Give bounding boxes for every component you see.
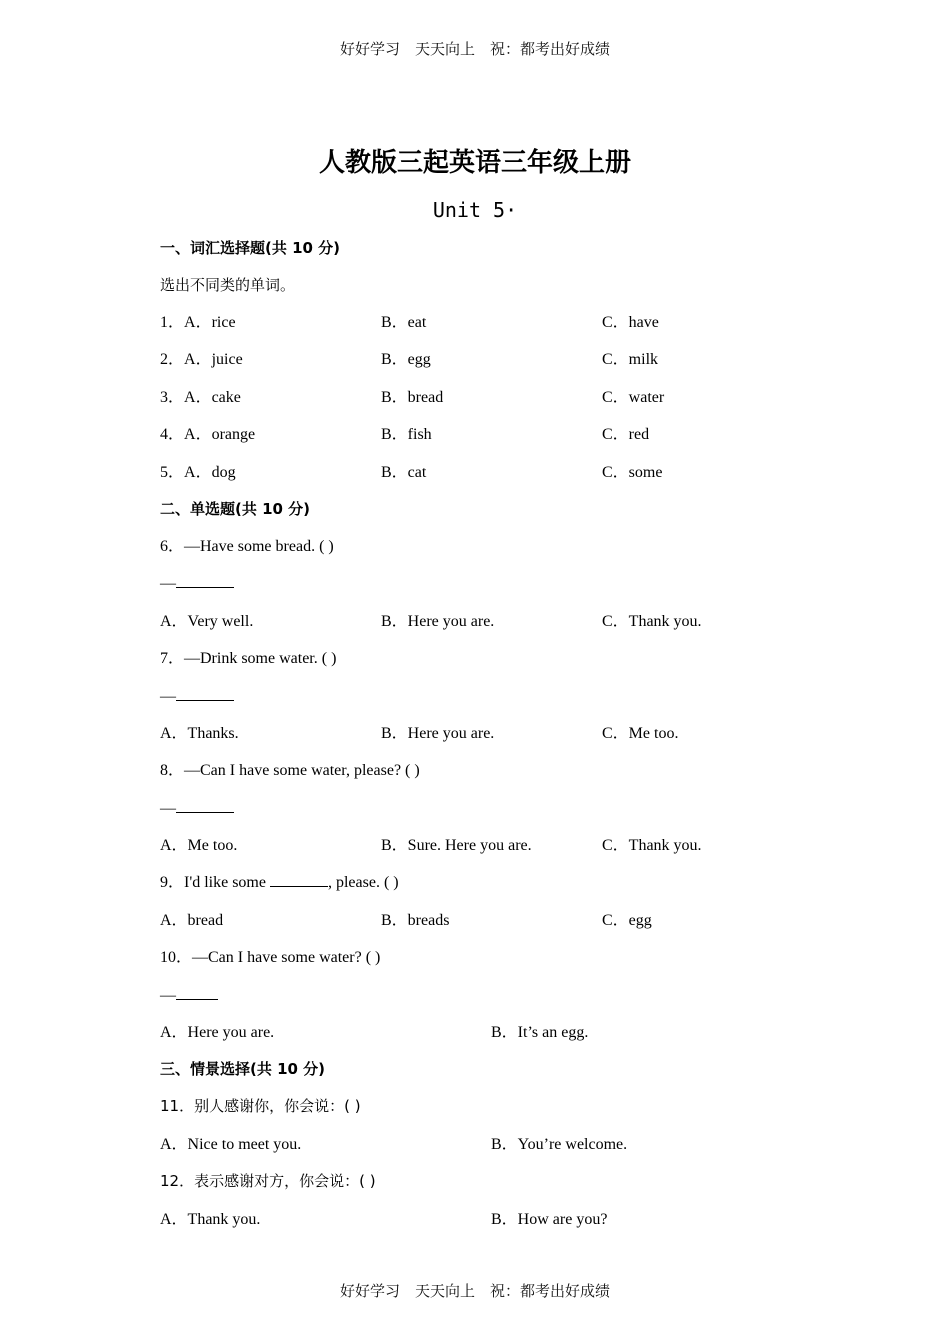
question-9-option-b: B．breads bbox=[381, 911, 450, 929]
page-footer: 好好学习 天天向上 祝：都考出好成绩 bbox=[339, 1282, 610, 1300]
question-4 bbox=[160, 422, 800, 447]
question-9-option-a: A．bread bbox=[160, 911, 224, 929]
question-11-option-a: A．Nice to meet you. bbox=[160, 1135, 302, 1153]
question-2-option-c: C．milk bbox=[602, 351, 659, 369]
question-5-option-c: C．some bbox=[602, 463, 663, 481]
question-8-option-b: B．Sure. Here you are. bbox=[381, 837, 532, 855]
question-10-option-b: B．It’s an egg. bbox=[491, 1024, 589, 1042]
section-title-single-choice: 二、单选题(共 10 分) bbox=[160, 499, 311, 518]
question-3 bbox=[160, 385, 800, 410]
blank-line bbox=[176, 985, 218, 1000]
question-6-option-a: A．Very well. bbox=[160, 612, 254, 630]
question-2 bbox=[160, 347, 800, 372]
page-header: 好好学习 天天向上 祝：都考出好成绩 bbox=[339, 40, 610, 58]
question-8-answer-line: — bbox=[160, 796, 800, 821]
blank-line bbox=[176, 573, 234, 588]
question-9-option-c: C．egg bbox=[602, 911, 652, 929]
question-12-stem: 12．表示感谢对方，你会说：( ) bbox=[160, 1172, 376, 1191]
question-8-stem: 8．—Can I have some water, please? ( ) bbox=[160, 762, 420, 780]
question-6-option-b: B．Here you are. bbox=[381, 612, 495, 630]
question-1-option-b: B．eat bbox=[381, 314, 427, 331]
question-8-options bbox=[160, 833, 800, 858]
question-11-option-b: B．You’re welcome. bbox=[491, 1135, 628, 1153]
blank-line bbox=[176, 686, 234, 701]
question-1-option-a: 1．A．rice bbox=[160, 314, 236, 331]
question-7-option-c: C．Me too. bbox=[602, 724, 679, 742]
question-5-option-a: 5．A．dog bbox=[160, 463, 236, 481]
question-7-answer-line: — bbox=[160, 684, 800, 709]
question-6-options bbox=[160, 609, 800, 634]
question-1 bbox=[160, 310, 800, 335]
question-11-options bbox=[160, 1132, 800, 1157]
document-title: 人教版三起英语三年级上册 bbox=[318, 148, 631, 178]
question-3-option-b: B．bread bbox=[381, 388, 444, 406]
blank-line bbox=[270, 872, 328, 887]
worksheet-content bbox=[160, 236, 800, 1244]
question-12-option-b: B．How are you? bbox=[491, 1210, 608, 1228]
question-7-options bbox=[160, 721, 800, 746]
question-5-option-b: B．cat bbox=[381, 463, 427, 481]
question-9-stem: 9．I'd like some , please. ( ) bbox=[160, 874, 399, 892]
section-title-vocabulary: 一、词汇选择题(共 10 分) bbox=[160, 239, 341, 257]
question-7-stem: 7．—Drink some water. ( ) bbox=[160, 650, 337, 668]
blank-line bbox=[176, 798, 234, 813]
question-11-stem: 11．别人感谢你，你会说：( ) bbox=[160, 1097, 361, 1116]
question-3-option-a: 3．A．cake bbox=[160, 388, 241, 406]
question-4-option-b: B．fish bbox=[381, 426, 432, 444]
question-6-answer-line: — bbox=[160, 571, 800, 596]
document-subtitle: Unit 5· bbox=[432, 198, 518, 222]
question-10-answer-line: — bbox=[160, 983, 800, 1008]
section-instruction: 选出不同类的单词。 bbox=[160, 276, 296, 294]
question-12-options bbox=[160, 1207, 800, 1232]
question-2-option-a: 2．A．juice bbox=[160, 351, 243, 369]
question-6-stem: 6．—Have some bread. ( ) bbox=[160, 537, 334, 555]
question-5 bbox=[160, 460, 800, 485]
question-12-option-a: A．Thank you. bbox=[160, 1210, 261, 1228]
question-9-options bbox=[160, 908, 800, 933]
question-1-option-c: C．have bbox=[602, 314, 659, 331]
question-10-option-a: A．Here you are. bbox=[160, 1024, 275, 1042]
question-6-option-c: C．Thank you. bbox=[602, 612, 702, 630]
question-7-option-a: A．Thanks. bbox=[160, 724, 239, 742]
question-2-option-b: B．egg bbox=[381, 351, 431, 369]
question-8-option-c: C．Thank you. bbox=[602, 837, 702, 855]
question-3-option-c: C．water bbox=[602, 388, 665, 406]
section-title-situational: 三、情景选择(共 10 分) bbox=[160, 1060, 326, 1079]
question-7-option-b: B．Here you are. bbox=[381, 724, 495, 742]
question-4-option-a: 4．A．orange bbox=[160, 426, 256, 444]
question-10-options bbox=[160, 1020, 800, 1045]
question-10-stem: 10．—Can I have some water? ( ) bbox=[160, 949, 381, 967]
question-4-option-c: C．red bbox=[602, 426, 650, 444]
question-8-option-a: A．Me too. bbox=[160, 837, 238, 855]
